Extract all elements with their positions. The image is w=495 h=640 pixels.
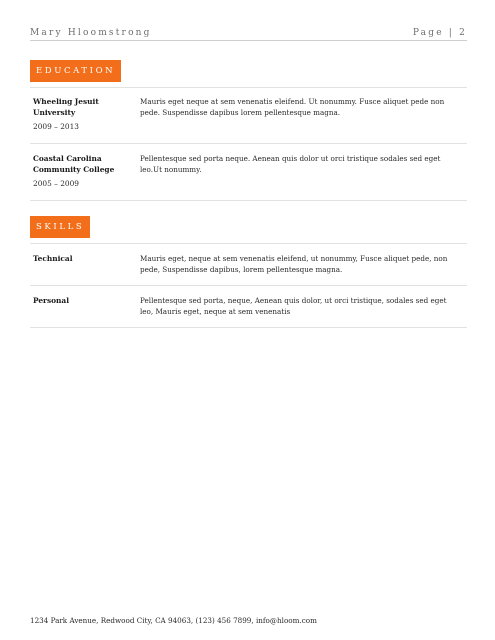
education-section-label: EDUCATION: [30, 60, 121, 82]
page-number: Page | 2: [412, 28, 467, 38]
education-school: Coastal Carolina Community College: [33, 154, 115, 174]
divider: [30, 327, 467, 328]
skill-description: Pellentesque sed porta, neque, Aenean quis dolor, ut orci tristique, sodales sed eget leo, Mauris eget, neque at sem venenatis: [140, 296, 447, 316]
page-header: [30, 28, 467, 41]
divider: [30, 143, 467, 144]
footer-contact: 1234 Park Avenue, Redwood City, CA 94063, (123) 456 7899, info@hloom.com: [30, 616, 317, 625]
education-years: 2005 – 2009: [33, 179, 80, 188]
education-description: Pellentesque sed porta neque. Aenean quis dolor ut orci tristique sodales sed eget leo.Ut nonummy.: [140, 154, 441, 174]
education-years: 2009 – 2013: [33, 122, 80, 131]
divider: [30, 200, 467, 201]
skill-name: Technical: [33, 254, 73, 263]
skills-section-label: SKILLS: [30, 216, 90, 238]
header-name: Mary Hloomstrong: [30, 28, 152, 38]
education-description: Mauris eget neque at sem venenatis eleifend. Ut nonummy. Fusce aliquet pede non pede. Suspendisse dapibus lorem pellentesque magna.: [140, 97, 445, 117]
skill-description: Mauris eget, neque at sem venenatis eleifend, ut nonummy, Fusce aliquet pede, non pede, Suspendisse dapibus, lorem pellentesque magna.: [140, 254, 448, 274]
divider: [30, 243, 467, 244]
divider: [30, 87, 467, 88]
education-school: Wheeling Jesuit University: [33, 97, 99, 117]
divider: [30, 285, 467, 286]
skill-name: Personal: [33, 296, 70, 305]
